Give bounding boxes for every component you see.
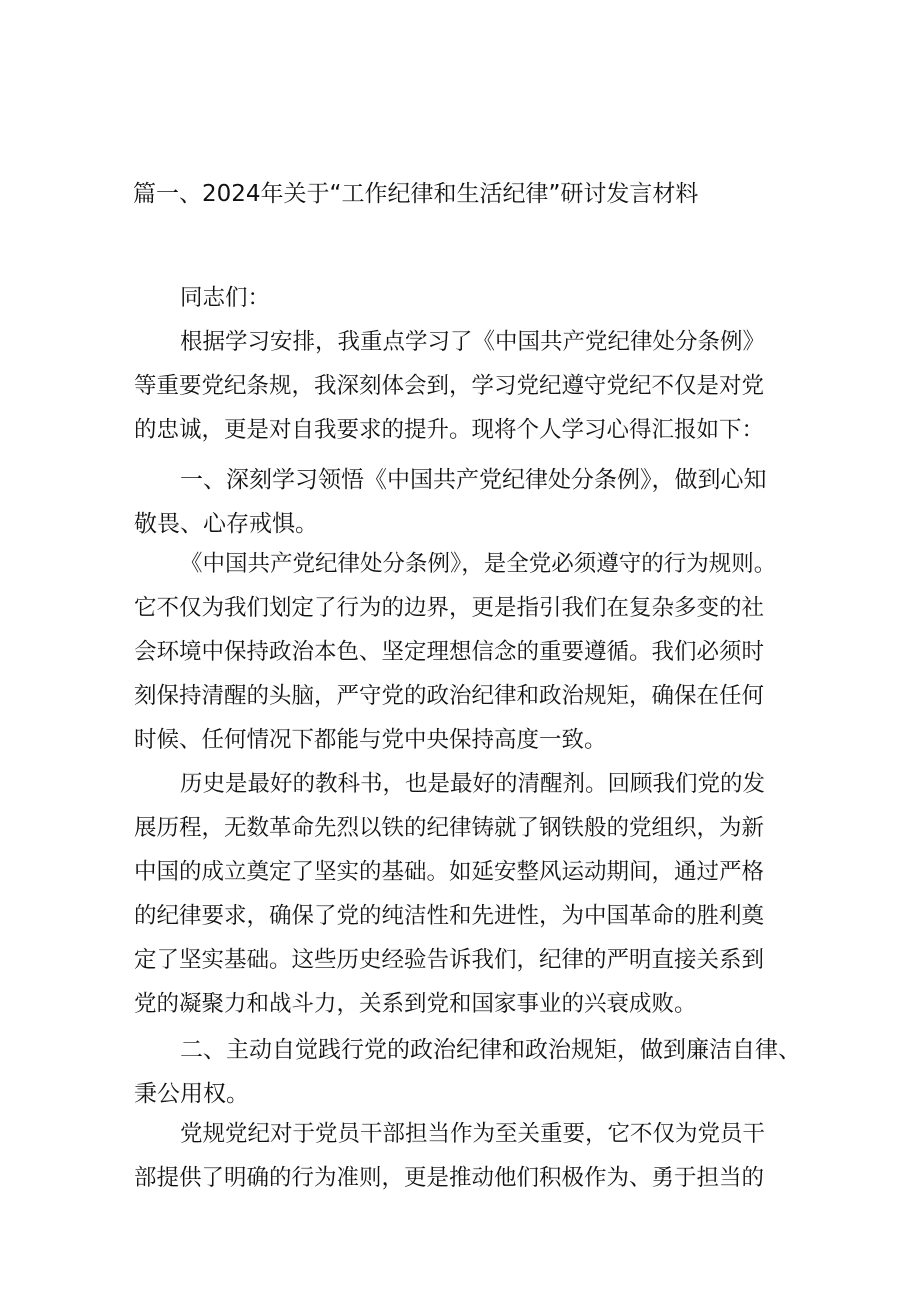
paragraph-line: 时候、任何情况下都能与党中央保持高度一致。 — [134, 727, 607, 753]
paragraph-line: 部提供了明确的行为准则，更是推动他们积极作为、勇于担当的 — [134, 1165, 765, 1191]
paragraph-line: 会环境中保持政治本色、坚定理想信念的重要遵循。我们必须时 — [134, 639, 765, 665]
paragraph-line: 历史是最好的教科书，也是最好的清醒剂。回顾我们党的发 — [180, 771, 766, 797]
paragraph-line: 的纪律要求，确保了党的纯洁性和先进性，为中国革命的胜利奠 — [134, 903, 765, 929]
paragraph-line: 党规党纪对于党员干部担当作为至关重要，它不仅为党员干 — [180, 1121, 766, 1147]
paragraph-line: 中国的成立奠定了坚实的基础。如延安整风运动期间，通过严格 — [134, 859, 765, 885]
paragraph-line: 它不仅为我们划定了行为的边界，更是指引我们在复杂多变的社 — [134, 595, 765, 621]
paragraph-line: 党的凝聚力和战斗力，关系到党和国家事业的兴衰成败。 — [134, 991, 697, 1017]
intro-line: 等重要党纪条规，我深刻体会到，学习党纪遵守党纪不仅是对党 — [134, 373, 765, 399]
section2-heading: 二、主动自觉践行党的政治纪律和政治规矩，做到廉洁自律、 — [180, 1037, 801, 1063]
paragraph-line: 刻保持清醒的头脑，严守党的政治纪律和政治规矩，确保在任何 — [134, 683, 765, 709]
intro-line: 的忠诚，更是对自我要求的提升。现将个人学习心得汇报如下： — [134, 417, 765, 443]
section1-heading: 敬畏、心存戒惧。 — [134, 511, 318, 537]
greeting: 同志们： — [180, 285, 271, 311]
document-title: 篇一、2024年关于“工作纪律和生活纪律”研讨发言材料 — [133, 181, 699, 207]
section2-heading: 秉公用权。 — [134, 1081, 249, 1107]
paragraph-line: 《中国共产党纪律处分条例》，是全党必须遵守的行为规则。 — [180, 551, 777, 577]
section1-heading: 一、深刻学习领悟《中国共产党纪律处分条例》，做到心知 — [180, 467, 767, 493]
intro-line: 根据学习安排，我重点学习了《中国共产党纪律处分条例》 — [180, 329, 766, 355]
paragraph-line: 定了坚实基础。这些历史经验告诉我们，纪律的严明直接关系到 — [134, 947, 765, 973]
paragraph-line: 展历程，无数革命先烈以铁的纪律铸就了钢铁般的党组织，为新 — [134, 815, 765, 841]
